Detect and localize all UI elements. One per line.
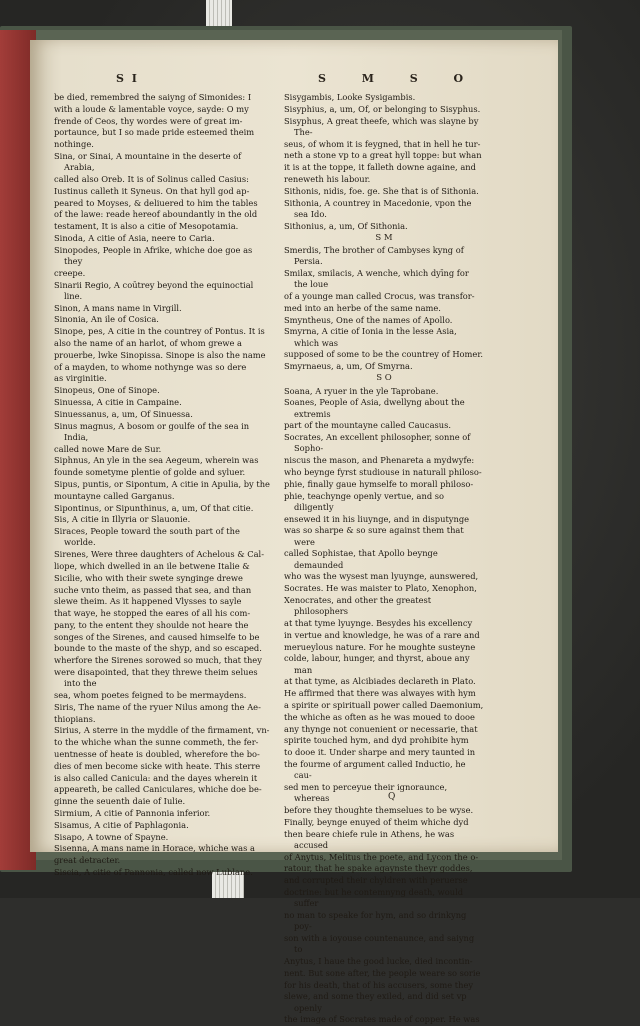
dictionary-line: to the whiche whan the sunne commeth, the fer- <box>54 737 259 748</box>
dictionary-line: Finally, beynge enuyed of theim whiche dyd <box>284 816 469 827</box>
dictionary-line: of a younge man called Crocus, was transfor- <box>284 290 475 301</box>
running-head-right: S M S O <box>318 72 466 85</box>
dictionary-line: is also called Canicula: and the dayes wherein it <box>54 772 258 783</box>
dictionary-line: nothinge. <box>54 139 94 150</box>
dictionary-line: son with a ioyouse countenaunce, and saiyng to <box>284 932 475 955</box>
dictionary-line: before they thoughte themselues to be wyse. <box>284 804 474 815</box>
dictionary-line: who was the wysest man lyuynge, aunswered, <box>284 571 479 582</box>
dictionary-line: Smyrnaeus, a, um, Of Smyrna. <box>284 361 413 372</box>
dictionary-line: at that tyme, as Alcibiades declareth in Plato. <box>284 676 476 687</box>
section-letter-heading: S M <box>375 232 393 243</box>
dictionary-line: Sinus magnus, A bosom or goulfe of the sea in India, <box>54 420 250 442</box>
dictionary-line: Smyntheus, One of the names of Apollo. <box>284 314 453 325</box>
dictionary-line: as virginitie. <box>54 373 107 384</box>
dictionary-line: with a loude & lamentable voyce, sayde: O my <box>54 103 249 114</box>
dictionary-line: portaunce, but I so made pride esteemed theim <box>54 127 255 138</box>
dictionary-line: neth a stone vp to a great hyll toppe: but whan <box>284 150 482 161</box>
dictionary-line: were disapointed, that they threwe theim selues into the <box>54 667 258 689</box>
dictionary-line: Sithonius, a, um, Of Sithonia. <box>284 220 408 231</box>
dictionary-line: Sirenes, Were three daughters of Achelous & Cal- <box>54 549 264 560</box>
dictionary-line: to dooe it. Under sharpe and mery taunted in <box>284 747 476 758</box>
dictionary-line: the image of Socrates made of copper. He was <box>284 1014 480 1025</box>
dictionary-column-right <box>284 92 484 1026</box>
dictionary-line: Sisapo, A towne of Spayne. <box>54 831 169 842</box>
dictionary-line: Sicilie, who with their swete synginge drewe <box>54 572 243 583</box>
book-page <box>30 40 558 1025</box>
dictionary-line: prouerbe, lwke Sinopissa. Sinope is also the name <box>54 349 266 360</box>
dictionary-line: Sinope, pes, A citie in the countrey of Pontus. It is <box>54 326 265 337</box>
dictionary-line: Sinon, A mans name in Virgill. <box>54 302 182 313</box>
dictionary-line: Sisenna, A mans name in Horace, whiche was a <box>54 843 255 854</box>
dictionary-line: Sinoda, A citie of Asia, neere to Caria. <box>54 232 215 243</box>
dictionary-line: suche vnto theim, as passed that sea, and than <box>54 584 252 595</box>
dictionary-line: phie, finally gaue hymselfe to morall philoso- <box>284 478 474 489</box>
signature-mark: Q <box>388 792 396 802</box>
dictionary-line: Sis, A citie in Illyria or Slauonie. <box>54 514 191 525</box>
dictionary-line: doctrine: but he contemnyng death, would suffer <box>284 886 464 909</box>
dictionary-line: Sisyphius, a, um, Of, or belonging to Sisyphus. <box>284 103 481 114</box>
dictionary-line: Iustinus calleth it Syneus. On that hyll god ap- <box>54 185 250 196</box>
dictionary-line: the whiche as often as he was moued to dooe <box>284 711 475 722</box>
dictionary-line: pany, to the entent they shoulde not heare the <box>54 619 249 630</box>
dictionary-line: that waye, he stopped the eares of all his com- <box>54 608 251 619</box>
dictionary-line: uentnesse of heate is doubled, wherefore the bo- <box>54 749 260 760</box>
dictionary-line: Sina, or Sinai, A mountaine in the deserte of Arabia, <box>54 150 242 173</box>
dictionary-line: Socrates. He was maister to Plato, Xenophon, <box>284 583 477 594</box>
dictionary-line: no man to speake for hym, and so drinkyng poy- <box>284 909 467 932</box>
dictionary-line: Sisyphus, A great theefe, which was slayne by The- <box>284 115 479 137</box>
dictionary-line: any thynge not conuenient or necessarie, that <box>284 723 478 734</box>
dictionary-line: Siscia, A citie of Pannonia, called now Lublane. <box>54 867 253 878</box>
dictionary-line: appeareth, be called Caniculares, whiche doe be- <box>54 784 262 795</box>
dictionary-line: who beynge fyrst studiouse in naturall philoso- <box>284 466 482 477</box>
dictionary-line: also the name of an harlot, of whom grewe a <box>54 337 242 348</box>
dictionary-line: Sipus, puntis, or Sipontum, A citie in Apulia, by the <box>54 478 270 489</box>
dictionary-line: called nowe Mare de Sur. <box>54 443 162 454</box>
dictionary-line: then beare chiefe rule in Athens, he was accused <box>284 828 455 850</box>
dictionary-line: peared to Moyses, & deliuered to him the tables <box>54 197 258 208</box>
dictionary-line: Xenocrates, and other the greatest philosophers <box>284 594 432 617</box>
dictionary-line: creepe. <box>54 267 86 278</box>
dictionary-line: He affirmed that there was alwayes with hym <box>284 688 476 699</box>
dictionary-line: great detracter. <box>54 855 121 866</box>
dictionary-line: called Sophistae, that Apollo beynge demaunded <box>284 548 438 570</box>
dictionary-line: dies of men become sicke with heate. This sterre <box>54 760 261 771</box>
dictionary-line: ginne the seuenth daie of Iulie. <box>54 796 186 807</box>
dictionary-line: Siphnus, An yle in the sea Aegeum, wherein was <box>54 455 259 466</box>
dictionary-line: mountayne called Garganus. <box>54 490 175 501</box>
dictionary-column-left <box>54 92 272 879</box>
dictionary-line: slewe, and some they exiled, and did set vp openly <box>284 991 467 1013</box>
dictionary-line: Sithonis, nidis, foe. ge. She that is of Sithonia. <box>284 185 479 196</box>
dictionary-line: Sirmium, A citie of Pannonia inferior. <box>54 808 211 819</box>
dictionary-line: be died, remembred the saiyng of Simonides: I <box>54 92 252 102</box>
dictionary-line: in vertue and knowledge, he was of a rare and <box>284 629 480 640</box>
dictionary-line: Socrates, An excellent philosopher, sonne of Sopho- <box>284 432 471 454</box>
dictionary-line: and corrupted their chyldren with peruerse <box>284 875 468 886</box>
dictionary-line: Sinuessanus, a, um, Of Sinuessa. <box>54 408 193 419</box>
dictionary-line: was so sharpe & so sure against them that were <box>284 525 464 547</box>
dictionary-line: frende of Ceos, thy wordes were of great im- <box>54 115 243 126</box>
dictionary-line: phie, teachynge openly vertue, and so diligently <box>284 490 445 512</box>
dictionary-line: sed men to perceyue their ignoraunce, whereas <box>284 781 448 804</box>
dictionary-line: Sinuessa, A citie in Campaine. <box>54 396 182 407</box>
dictionary-line: med into an herbe of the same name. <box>284 302 441 313</box>
dictionary-line: of a mayden, to whome nothynge was so dere <box>54 361 247 372</box>
dictionary-line: liope, which dwelled in an ile betwene Italie & <box>54 560 250 571</box>
dictionary-line: part of the mountayne called Caucasus. <box>284 420 452 431</box>
dictionary-line: Sinonia, An ile of Cosica. <box>54 314 159 325</box>
dictionary-line: Sirius, A sterre in the myddle of the firmament, vn- <box>54 725 270 736</box>
dictionary-line: Sisygambis, Looke Sysigambis. <box>284 92 416 102</box>
dictionary-line: Anytus, I haue the good lucke, died incontin- <box>284 955 473 966</box>
dictionary-line: colde, labour, hunger, and thyrst, aboue any man <box>284 653 470 675</box>
dictionary-line: of the lawe: reade hereof aboundantly in the old <box>54 209 258 220</box>
dictionary-line: founde sometyme plentie of golde and syluer. <box>54 467 246 478</box>
dictionary-line: Sinopeus, One of Sinope. <box>54 385 160 396</box>
dictionary-line: it is at the toppe, it falleth downe againe, and <box>284 162 476 173</box>
dictionary-line: supposed of some to be the countrey of Homer. <box>284 349 484 360</box>
dictionary-line: Smyrna, A citie of Ionia in the lesse Asia, which was <box>284 326 457 348</box>
dictionary-line: Sinopodes, People in Afrike, whiche doe goe as they <box>54 244 253 266</box>
dictionary-line: for his death, that of his accusers, some they <box>284 979 474 990</box>
dictionary-line: Sithonia, A countrey in Macedonie, vpon the sea Ido. <box>284 197 472 219</box>
dictionary-line: wherfore the Sirenes sorowed so much, that they <box>54 655 262 666</box>
dictionary-line: the fourme of argument called Inductio, he cau- <box>284 758 466 781</box>
dictionary-line: Soanes, People of Asia, dwellyng about the extremis <box>284 397 465 419</box>
dictionary-line: Smilax, smilacis, A wenche, which dyīng for the loue <box>284 267 469 290</box>
dictionary-line: merueylous nature. For he moughte susteyne <box>284 641 476 652</box>
dictionary-line: songes of the Sirenes, and caused himselfe to be <box>54 631 260 642</box>
dictionary-line: ensewed it in his liuynge, and in disputynge <box>284 513 470 524</box>
dictionary-line: bounde to the maste of the shyp, and so escaped. <box>54 643 262 654</box>
dictionary-line: Smerdis, The brother of Cambyses kyng of Persia. <box>284 244 464 267</box>
dictionary-line: Siraces, People toward the south part of the worlde. <box>54 526 240 548</box>
section-letter-heading: S O <box>376 373 392 384</box>
dictionary-line: thiopians. <box>54 713 96 724</box>
dictionary-line: ratour, that he spake agaynste theyr goddes, <box>284 863 473 874</box>
dictionary-line: at that tyme lyuynge. Besydes his excellency <box>284 617 473 628</box>
dictionary-line: testament, It is also a citie of Mesopotamia. <box>54 221 239 232</box>
dictionary-line: Siris, The name of the ryuer Nilus among the Ae- <box>54 701 261 712</box>
dictionary-line: Sisamus, A citie of Paphlagonia. <box>54 819 189 830</box>
running-head-left: S I <box>116 72 139 85</box>
dictionary-line: niscus the mason, and Phenareta a mydwyfe: <box>284 455 475 466</box>
dictionary-line: Sipontinus, or Sipunthinus, a, um, Of that citie. <box>54 502 254 513</box>
dictionary-line: Soana, A ryuer in the yle Taprobane. <box>284 385 439 396</box>
dictionary-line: a spirite or spirituall power called Daemonium, <box>284 699 484 710</box>
dictionary-line: slewe theim. As it happened Vlysses to sayle <box>54 596 242 607</box>
dictionary-line: sea, whom poetes feigned to be mermaydens. <box>54 690 247 701</box>
dictionary-line: Sinarii Regio, A coūtrey beyond the equinoctial line. <box>54 279 254 301</box>
dictionary-line: of Anytus, Melitus the poete, and Lycon the o- <box>284 851 479 862</box>
dictionary-line: reneweth his labour. <box>284 173 371 184</box>
dictionary-line: spirite touched hym, and dyd prohibite hym <box>284 735 469 746</box>
dictionary-line: seus, of whom it is feygned, that in hell he tur- <box>284 138 481 149</box>
dictionary-line: nent. But sone after, the people weare so sorie <box>284 967 481 978</box>
dictionary-line: called also Oreb. It is of Solinus called Casius: <box>54 173 249 184</box>
